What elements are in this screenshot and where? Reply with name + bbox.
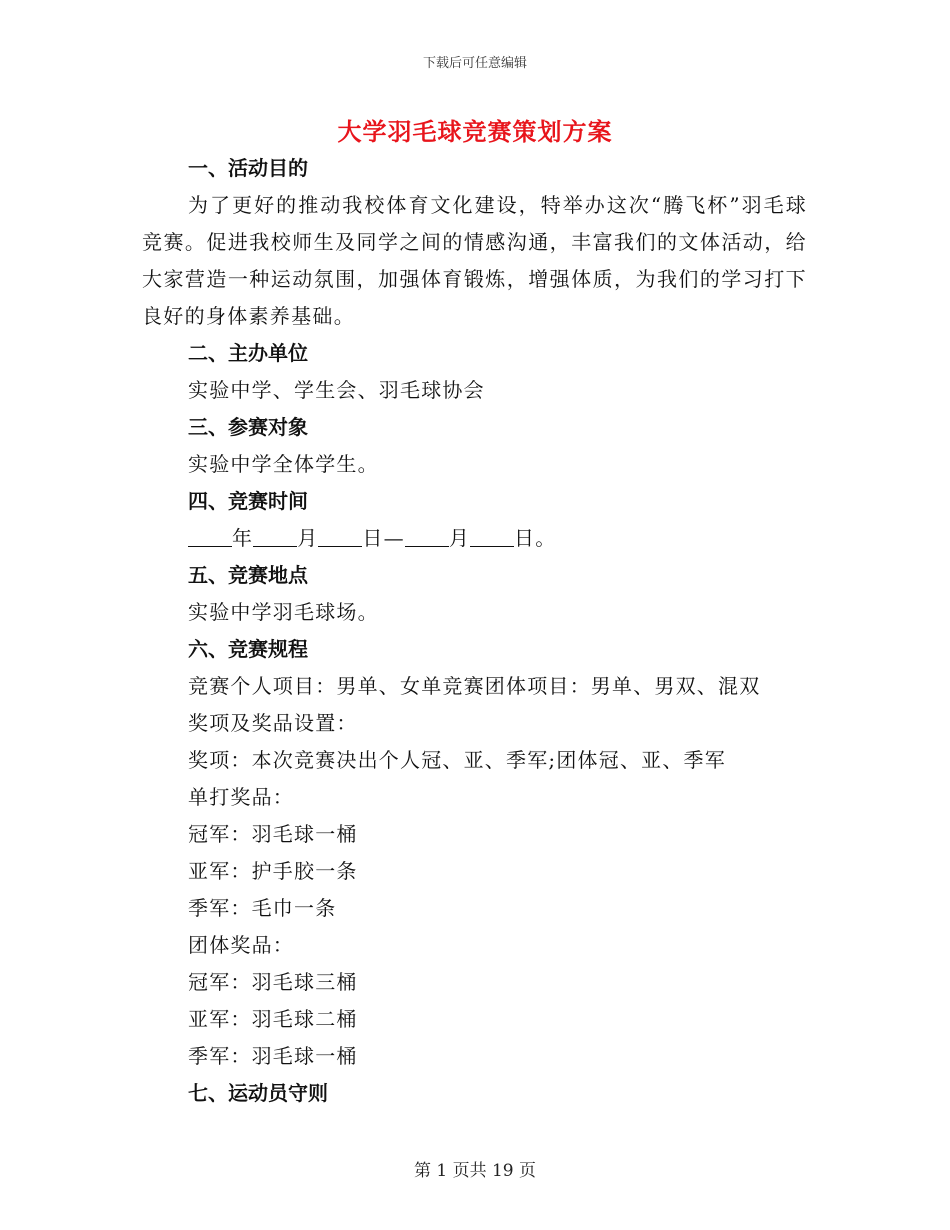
date-blank [188, 524, 232, 547]
team-runner-up-prize: 亚军：羽毛球二桶 [188, 1007, 358, 1031]
page-header-note: 下载后可任意编辑 [422, 56, 527, 71]
rules-awards-line: 奖项：本次竞赛决出个人冠、亚、季军;团体冠、亚、季军 [188, 748, 726, 772]
purpose-paragraph: 为了更好的推动我校体育文化建设，特举办这次“腾飞杯”羽毛球竞赛。促进我校师生及同学之间的情感沟通，丰富我们的文体活动，给大家营造一种运动氛围，加强体育锻炼，增强体质，为我们的学习打下良好的身体素养基础。 [142, 193, 807, 328]
rules-events-line: 竞赛个人项目：男单、女单竞赛团体项目：男单、男双、混双 [188, 674, 761, 698]
rules-awards-heading: 奖项及奖品设置： [188, 711, 358, 735]
singles-third-prize: 季军：毛巾一条 [188, 896, 337, 920]
date-blank [318, 524, 362, 547]
date-blank [253, 524, 297, 547]
date-day-label: 日。 [514, 526, 557, 550]
team-third-prize: 季军：羽毛球一桶 [188, 1044, 358, 1068]
date-month-label: 月 [448, 526, 471, 550]
participants-text: 实验中学全体学生。 [188, 452, 379, 476]
competition-date-line [142, 520, 807, 557]
page-number-footer: 第 1 页共 19 页 [413, 1161, 537, 1181]
section-heading-participants: 三、参赛对象 [188, 415, 308, 439]
date-blank [405, 524, 449, 547]
singles-champion-prize: 冠军：羽毛球一桶 [188, 822, 358, 846]
venue-text: 实验中学羽毛球场。 [188, 600, 379, 624]
date-month-label: 月 [297, 526, 319, 550]
singles-prizes-label: 单打奖品： [188, 785, 294, 809]
section-heading-athlete-code: 七、运动员守则 [188, 1081, 328, 1105]
section-heading-rules: 六、竞赛规程 [188, 637, 308, 661]
date-year-label: 年 [232, 526, 254, 550]
team-prizes-label: 团体奖品： [188, 933, 294, 957]
section-heading-organizer: 二、主办单位 [188, 341, 308, 365]
section-heading-time: 四、竞赛时间 [188, 489, 308, 513]
document-title: 大学羽毛球竞赛策划方案 [337, 117, 613, 146]
team-champion-prize: 冠军：羽毛球三桶 [188, 970, 358, 994]
document-body [142, 150, 807, 1112]
singles-runner-up-prize: 亚军：护手胶一条 [188, 859, 358, 883]
date-day-label: 日— [362, 526, 405, 550]
section-heading-purpose: 一、活动目的 [188, 156, 308, 180]
organizer-text: 实验中学、学生会、羽毛球协会 [188, 378, 485, 402]
section-heading-venue: 五、竞赛地点 [188, 563, 308, 587]
date-blank [470, 524, 514, 547]
